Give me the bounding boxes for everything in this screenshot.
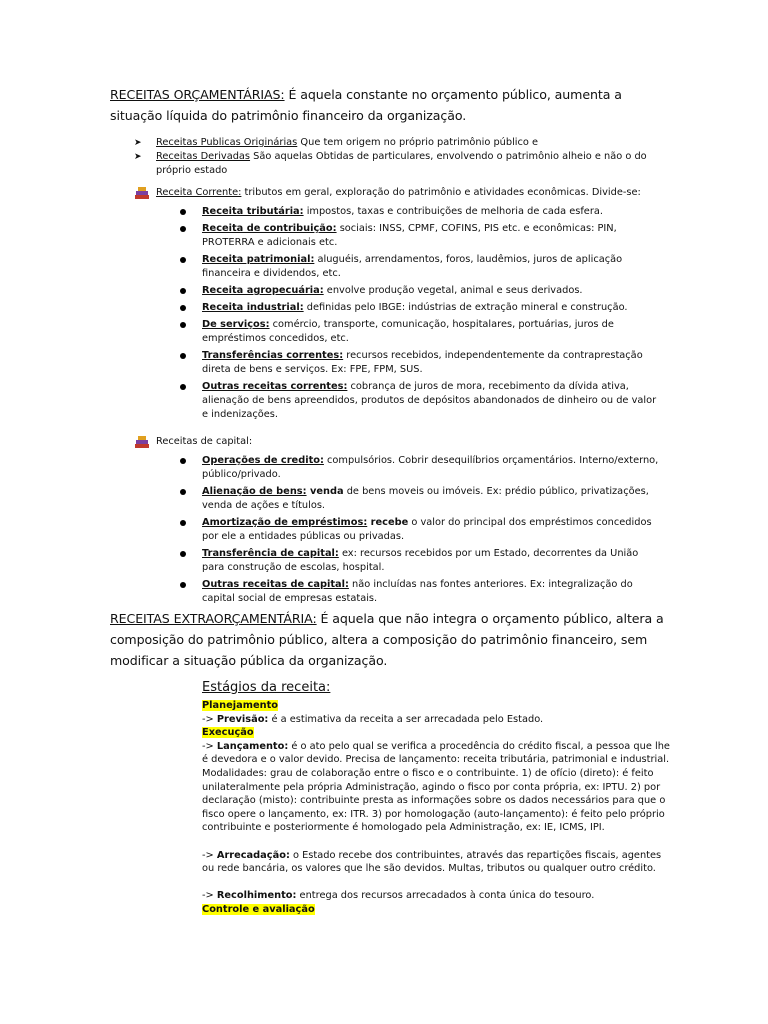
list-item — [180, 301, 662, 315]
item-term: Receita de contribuição: — [202, 223, 337, 234]
list-item — [180, 485, 662, 513]
bullet-dot-icon — [180, 582, 186, 588]
list-item — [180, 454, 662, 482]
item-text: sociais: INSS, CPMF, COFINS, PIS etc. e econômicas: PIN, PROTERRA e adicionais etc. — [202, 223, 617, 248]
item-term: Receita agropecuária: — [202, 285, 324, 296]
item-text: de bens moveis ou imóveis. Ex: prédio público, privatizações, venda de ações e títulos. — [202, 486, 649, 511]
bullet-dot-icon — [180, 288, 186, 294]
item-text: cobrança de juros de mora, recebimento da dívida ativa, alienação de bens apreendidos, produtos de depósitos abandonados de dinheiro ou de valor e indenizações. — [202, 381, 657, 420]
list-item — [180, 380, 662, 422]
arrow-prefix: -> — [202, 849, 217, 861]
bullet-dot-icon — [180, 209, 186, 215]
item-text: não incluídas nas fontes anteriores. Ex: integralização do capital social de empresas estatais. — [202, 579, 633, 604]
arrow-item-label: Receitas Publicas Originárias — [156, 137, 298, 148]
item-text: recursos recebidos, independentemente da contraprestação direta de bens e serviços. Ex: FPE, FPM, SUS. — [202, 350, 643, 375]
recolhimento-text: entrega dos recursos arrecadados à conta única do tesouro. — [296, 890, 595, 902]
highlight-controle: Controle e avaliação — [202, 903, 315, 915]
bullet-dot-icon — [180, 305, 186, 311]
item-term: Operações de credito: — [202, 455, 324, 466]
item-term: Transferências correntes: — [202, 350, 344, 361]
previsao-text: é a estimativa da receita a ser arrecadada pelo Estado. — [268, 713, 544, 725]
section-receita-corrente — [134, 186, 664, 422]
list-item — [180, 284, 662, 298]
bullet-dot-icon — [180, 520, 186, 526]
section-heading — [134, 435, 664, 449]
list-item — [180, 516, 662, 544]
item-text: o valor do principal dos empréstimos concedidos por ele a entidades públicas ou privadas. — [202, 517, 652, 542]
intro-paragraph — [110, 84, 670, 126]
highlight-planejamento: Planejamento — [202, 700, 278, 711]
bullet-dot-icon — [180, 551, 186, 557]
arrecadacao-label: Arrecadação: — [216, 849, 290, 861]
list-item — [180, 578, 662, 606]
stages-title: Estágios da receita: — [202, 680, 331, 695]
item-term: Outras receitas de capital: — [202, 579, 349, 590]
bullet-dot-icon — [180, 458, 186, 464]
stages-section — [202, 678, 672, 917]
bullet-dot-icon — [180, 322, 186, 328]
item-text: comércio, transporte, comunicação, hospitalares, portuárias, juros de empréstimos concedidos, etc. — [202, 319, 614, 344]
item-term: Amortização de empréstimos: — [202, 517, 368, 528]
section-text: tributos em geral, exploração do patrimônio e atividades econômicas. Divide-se: — [241, 187, 641, 198]
arrow-list — [134, 136, 654, 178]
recolhimento-label: Recolhimento: — [216, 890, 297, 902]
arrow-prefix: -> — [202, 890, 217, 902]
item-term: Receita tributária: — [202, 206, 304, 217]
list-item — [180, 222, 662, 250]
section-label: Receita Corrente: — [156, 187, 242, 198]
item-term: Alienação de bens: — [202, 486, 307, 497]
previsao-line — [202, 713, 672, 727]
arrow-prefix: -> — [202, 713, 217, 725]
arrow-item-text: Que tem origem no próprio patrimônio público e — [297, 137, 539, 148]
book-stack-icon — [134, 187, 150, 200]
list-item — [180, 253, 662, 281]
list-item — [180, 547, 662, 575]
arrow-item-label: Receitas Derivadas — [156, 151, 251, 162]
item-term: Outras receitas correntes: — [202, 381, 348, 392]
bullet-dot-icon — [180, 353, 186, 359]
arrow-item-originarias — [134, 136, 654, 150]
arrecadacao-paragraph — [202, 849, 672, 876]
previsao-label: Previsão: — [216, 713, 269, 725]
item-text: compulsórios. Cobrir desequilíbrios orçamentários. Interno/externo, público/privado. — [202, 455, 659, 480]
arrecadacao-text: o Estado recebe dos contribuintes, através das repartições fiscais, agentes ou rede bancária, os valores que lhe são devidos. Multas, tributos ou qualquer outro crédito. — [202, 849, 662, 875]
section-receitas-capital — [134, 435, 664, 606]
bullet-dot-icon — [180, 384, 186, 390]
bullet-dot-icon — [180, 489, 186, 495]
intro-text: É aquela constante no orçamento público, aumenta a situação líquida do patrimônio financeiro da organização. — [110, 87, 622, 123]
recolhimento-line — [202, 889, 672, 903]
item-text: envolve produção vegetal, animal e seus derivados. — [323, 285, 583, 296]
item-text: impostos, taxas e contribuições de melhoria de cada esfera. — [303, 206, 603, 217]
arrow-item-derivadas — [134, 150, 654, 178]
item-text: ex: recursos recebidos por um Estado, decorrentes da União para construção de escolas, hospital. — [202, 548, 639, 573]
lancamento-text: é o ato pelo qual se verifica a procedência do crédito fiscal, a pessoa que lhe é devedora e o valor devido. Precisa de lançamento: receita tributária, patrimonial e industrial. Modalidades: grau de colaboração entre o fisco e o contribuinte. 1) de ofício (direto): é feito unilateralmente pela própria Administração, agindo o fisco por conta própria, ex: IPTU. 2) por declaração (misto): contribuinte presta as informações sobre os dados necessários para que o fisco opere o lançamento, ex: ITR. 3) por homologação (auto-lançamento): é feito pelo próprio contribuinte e posteriormente é homologado pela Administração, ex: IE, ICMS, IPI. — [202, 740, 670, 834]
item-text: definidas pelo IBGE: indústrias de extração mineral e construção. — [303, 302, 628, 313]
extra-label: RECEITAS EXTRAORÇAMENTÁRIA: — [110, 611, 317, 626]
item-text: aluguéis, arrendamentos, foros, laudêmios, juros de aplicação financeira e dividendos, etc. — [202, 254, 623, 279]
intro-label: RECEITAS ORÇAMENTÁRIAS: — [110, 87, 285, 102]
lancamento-paragraph — [202, 740, 672, 835]
arrow-prefix: -> — [202, 740, 217, 752]
item-term: Receita industrial: — [202, 302, 304, 313]
list-item — [180, 349, 662, 377]
bullet-dot-icon — [180, 226, 186, 232]
arrow-item-text: São aquelas Obtidas de particulares, envolvendo o patrimônio alheio e não o do próprio estado — [156, 151, 647, 176]
item-term: Receita patrimonial: — [202, 254, 315, 265]
list-item — [180, 318, 662, 346]
lancamento-label: Lançamento: — [216, 740, 289, 752]
arrow-bullet-icon: ➤ — [134, 138, 142, 148]
highlight-execucao: Execução — [202, 727, 254, 739]
arrow-bullet-icon: ➤ — [134, 152, 142, 162]
bullet-dot-icon — [180, 257, 186, 263]
section-heading — [134, 186, 664, 200]
extra-paragraph — [110, 608, 670, 671]
extra-text: É aquela que não integra o orçamento público, altera a composição do patrimônio público, altera a composição do patrimônio financeiro, sem modificar a situação pública da organização. — [110, 611, 664, 668]
item-bold: recebe — [367, 517, 409, 528]
item-term: De serviços: — [202, 319, 270, 330]
item-term: Transferência de capital: — [202, 548, 339, 559]
list-item — [180, 205, 662, 219]
section-label: Receitas de capital: — [156, 436, 253, 447]
item-bold: venda — [306, 486, 344, 497]
book-stack-icon — [134, 436, 150, 449]
